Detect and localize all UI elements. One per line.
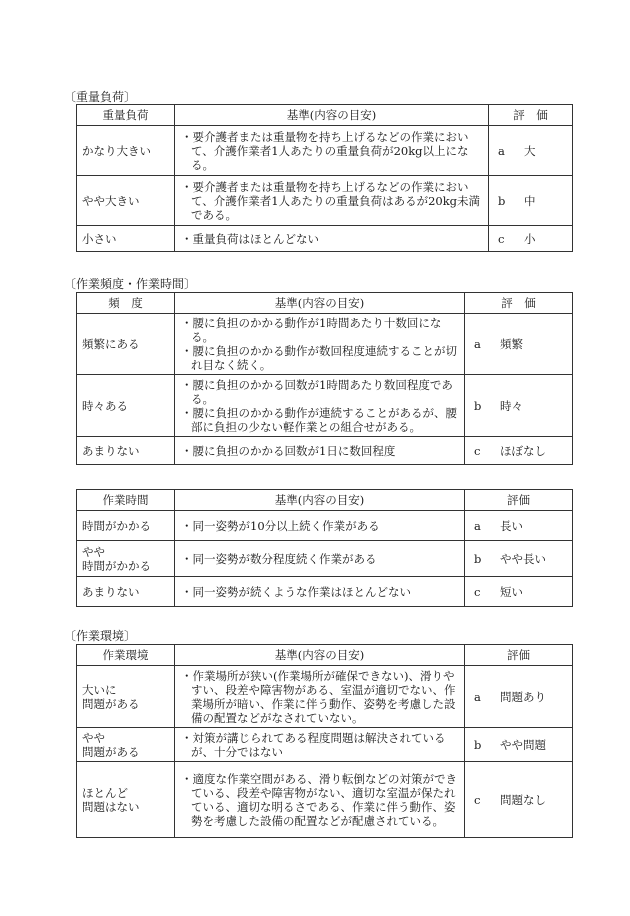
- grade-word: 問題なし: [500, 792, 546, 807]
- grade-letter: c: [474, 443, 481, 458]
- grade-letter: c: [474, 792, 481, 807]
- row-label: あまりない: [77, 577, 175, 607]
- grade-cell: [465, 762, 573, 838]
- column-header: 評 価: [465, 293, 573, 314]
- row-label: 大いに 問題がある: [77, 666, 175, 728]
- grade-letter: a: [474, 689, 481, 704]
- criteria-line: ・要介護者または重量物を持ち上げるなどの作業において、介護作業者1人あたりの重量負荷はあるが20kg未満である。: [181, 179, 481, 222]
- table-row: [77, 762, 573, 838]
- grade-cell: [465, 666, 573, 728]
- criteria-line: ・適度な作業空間がある、滑り転倒などの対策ができている、段差や障害物がない、適切な室温が保たれている、適切な明るさである、作業に伴う動作、姿勢を考慮した設備の配置などが配慮されている。: [181, 771, 457, 828]
- criteria-line: ・腰に負担のかかる動作が数回程度連続することが切れ目なく続く。: [181, 344, 457, 372]
- row-label: やや 問題がある: [77, 728, 175, 762]
- grade-letter: c: [474, 584, 481, 599]
- criteria-cell: [175, 666, 465, 728]
- grade-cell: [465, 577, 573, 607]
- row-label: 小さい: [77, 226, 175, 252]
- criteria-line: ・腰に負担のかかる動作が連続することがあるが、腰部に負担の少ない軽作業との組合せがある。: [181, 405, 457, 434]
- grade-cell: [465, 375, 573, 437]
- table-row: [77, 541, 573, 577]
- table-row: [77, 577, 573, 607]
- column-header: 作業環境: [77, 645, 175, 666]
- column-header: 評価: [465, 645, 573, 666]
- grade-cell: [465, 728, 573, 762]
- grade-letter: a: [498, 143, 505, 158]
- table-row: [77, 126, 573, 176]
- column-header: 重量負荷: [77, 105, 175, 126]
- grade-word: 長い: [500, 518, 523, 533]
- grade-cell: [465, 511, 573, 541]
- section-title-environment: 〔作業環境〕: [64, 629, 137, 643]
- criteria-cell: [175, 314, 465, 375]
- frequency-table: [76, 292, 573, 465]
- table-row: [77, 375, 573, 437]
- grade-cell: [465, 314, 573, 375]
- column-header: 評価: [465, 490, 573, 511]
- table-row: [77, 226, 573, 252]
- grade-letter: b: [474, 398, 482, 413]
- weight-load-table: [76, 104, 573, 252]
- table-header-row: [77, 293, 573, 314]
- grade-letter: b: [474, 737, 482, 752]
- criteria-cell: [175, 577, 465, 607]
- row-label: あまりない: [77, 437, 175, 465]
- column-header: 頻 度: [77, 293, 175, 314]
- row-label: やや 時間がかかる: [77, 541, 175, 577]
- grade-word: 中: [524, 193, 536, 208]
- grade-cell: [489, 126, 573, 176]
- criteria-cell: [175, 541, 465, 577]
- column-header: 基準(内容の目安): [175, 490, 465, 511]
- grade-cell: [465, 541, 573, 577]
- section-title-weight: 〔重量負荷〕: [64, 90, 137, 104]
- column-header: 基準(内容の目安): [175, 293, 465, 314]
- row-label: やや大きい: [77, 176, 175, 226]
- column-header: 評 価: [489, 105, 573, 126]
- row-label: 時間がかかる: [77, 511, 175, 541]
- table-header-row: [77, 645, 573, 666]
- criteria-line: ・同一姿勢が続くような作業はほとんどない: [181, 584, 411, 599]
- table-row: [77, 728, 573, 762]
- criteria-cell: [175, 226, 489, 252]
- criteria-line: ・対策が講じられてある程度問題は解決されているが、十分ではない: [181, 730, 446, 759]
- table-header-row: [77, 105, 573, 126]
- criteria-cell: [175, 728, 465, 762]
- grade-word: ほぼなし: [500, 443, 546, 458]
- column-header: 基準(内容の目安): [175, 645, 465, 666]
- grade-letter: b: [474, 551, 482, 566]
- criteria-line: ・同一姿勢が数分程度続く作業がある: [181, 551, 377, 566]
- criteria-cell: [175, 762, 465, 838]
- table-row: [77, 666, 573, 728]
- table-row: [77, 511, 573, 541]
- grade-cell: [489, 176, 573, 226]
- section-title-frequency: 〔作業頻度・作業時間〕: [64, 277, 197, 291]
- grade-cell: [465, 437, 573, 465]
- row-label: 時々ある: [77, 375, 175, 437]
- column-header: 基準(内容の目安): [175, 105, 489, 126]
- criteria-cell: [175, 437, 465, 465]
- work-time-table: [76, 489, 573, 607]
- row-label: 頻繁にある: [77, 314, 175, 375]
- criteria-line: ・要介護者または重量物を持ち上げるなどの作業において、介護作業者1人あたりの重量負荷が20kg以上になる。: [181, 129, 469, 172]
- grade-word: やや長い: [500, 551, 546, 566]
- grade-word: 頻繁: [500, 337, 523, 351]
- grade-word: 小: [524, 231, 536, 246]
- grade-word: 時々: [500, 398, 523, 413]
- column-header: 作業時間: [77, 490, 175, 511]
- table-row: [77, 437, 573, 465]
- work-environment-table: [76, 644, 573, 838]
- grade-letter: c: [498, 231, 505, 246]
- criteria-line: ・腰に負担のかかる回数が1時間あたり数回程度である。: [181, 377, 453, 406]
- grade-word: 大: [524, 143, 536, 158]
- grade-letter: a: [474, 337, 481, 351]
- grade-letter: a: [474, 518, 481, 533]
- grade-letter: b: [498, 193, 506, 208]
- criteria-line: ・重量負荷はほとんどない: [181, 231, 319, 246]
- table-row: [77, 176, 573, 226]
- criteria-line: ・作業場所が狭い(作業場所が確保できない)、滑りやすい、段差や障害物がある、室温が適切でない、作業場所が暗い、作業に伴う動作、姿勢を考慮した設備の配置などがなされていない。: [181, 668, 456, 725]
- row-label: かなり大きい: [77, 126, 175, 176]
- grade-word: 短い: [500, 584, 523, 599]
- grade-word: やや問題: [500, 737, 546, 752]
- row-label: ほとんど 問題はない: [77, 762, 175, 838]
- criteria-cell: [175, 126, 489, 176]
- table-row: [77, 314, 573, 375]
- criteria-line: ・同一姿勢が10分以上続く作業がある: [181, 518, 380, 533]
- table-header-row: [77, 490, 573, 511]
- criteria-cell: [175, 511, 465, 541]
- criteria-cell: [175, 375, 465, 437]
- grade-cell: [489, 226, 573, 252]
- criteria-line: ・腰に負担のかかる回数が1日に数回程度: [181, 443, 396, 458]
- grade-word: 問題あり: [500, 689, 546, 704]
- criteria-cell: [175, 176, 489, 226]
- criteria-line: ・腰に負担のかかる動作が1時間あたり十数回になる。: [181, 316, 442, 344]
